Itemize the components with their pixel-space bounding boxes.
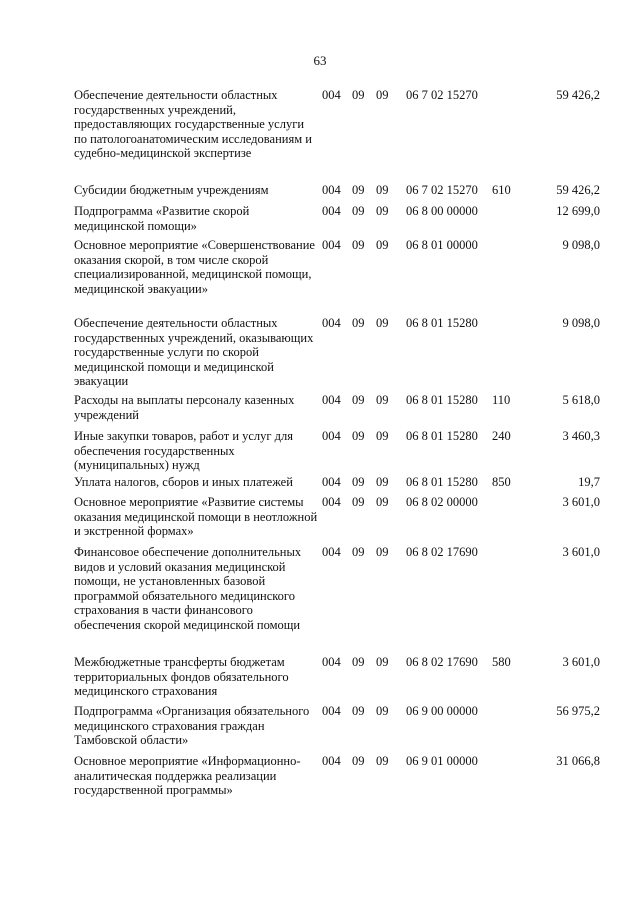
row-pr: 09 (376, 393, 389, 407)
row-glavn: 004 (322, 495, 341, 509)
row-sum: 12 699,0 (556, 204, 600, 218)
row-glavn: 004 (322, 429, 341, 443)
row-vr: 110 (492, 393, 511, 407)
table-row (74, 316, 609, 389)
row-csr: 06 8 02 00000 (406, 495, 478, 509)
row-pr: 09 (376, 183, 389, 197)
row-sum: 31 066,8 (556, 754, 600, 768)
row-csr: 06 8 01 15280 (406, 429, 478, 443)
row-rz: 09 (352, 475, 365, 489)
table-row (74, 495, 609, 539)
table-row (74, 393, 609, 422)
row-name: Подпрограмма «Развитие скорой медицинской помощи» (74, 204, 250, 233)
row-csr: 06 9 00 00000 (406, 704, 478, 718)
row-sum: 3 601,0 (562, 495, 600, 509)
row-pr: 09 (376, 704, 389, 718)
row-pr: 09 (376, 655, 389, 669)
row-glavn: 004 (322, 88, 341, 102)
row-csr: 06 8 02 17690 (406, 545, 478, 559)
row-name: Иные закупки товаров, работ и услуг для обеспечения государственных (муниципальных) нужд (74, 429, 294, 472)
row-sum: 19,7 (578, 475, 600, 489)
row-pr: 09 (376, 204, 389, 218)
row-sum: 9 098,0 (562, 238, 600, 252)
row-vr: 580 (492, 655, 511, 669)
row-glavn: 004 (322, 183, 341, 197)
page-number: 63 (313, 53, 327, 68)
row-rz: 09 (352, 393, 365, 407)
row-pr: 09 (376, 754, 389, 768)
row-csr: 06 7 02 15270 (406, 183, 478, 197)
table-row (74, 655, 609, 699)
table-row (74, 704, 609, 748)
table-row (74, 545, 609, 632)
row-name: Уплата налогов, сборов и иных платежей (74, 475, 293, 489)
table-row (74, 475, 609, 490)
row-vr: 850 (492, 475, 511, 489)
row-pr: 09 (376, 238, 389, 252)
row-name: Обеспечение деятельности областных государственных учреждений, предоставляющих государственные услуги по патологоанатомическим исследованиям и судебно-медицинской экспертизе (74, 88, 312, 160)
row-rz: 09 (352, 754, 365, 768)
row-csr: 06 7 02 15270 (406, 88, 478, 102)
row-csr: 06 8 01 00000 (406, 238, 478, 252)
table-row (74, 88, 609, 161)
row-rz: 09 (352, 545, 365, 559)
row-glavn: 004 (322, 316, 341, 330)
row-glavn: 004 (322, 204, 341, 218)
table-row (74, 429, 609, 473)
row-rz: 09 (352, 238, 365, 252)
row-sum: 3 601,0 (562, 545, 600, 559)
row-glavn: 004 (322, 545, 341, 559)
row-name: Основное мероприятие «Совершенствование оказания скорой, в том числе скорой специализированной, медицинской помощи, медицинской эвакуации» (74, 238, 315, 296)
row-pr: 09 (376, 316, 389, 330)
row-sum: 56 975,2 (556, 704, 600, 718)
row-pr: 09 (376, 88, 389, 102)
row-csr: 06 9 01 00000 (406, 754, 478, 768)
row-csr: 06 8 01 15280 (406, 316, 478, 330)
table-row (74, 238, 609, 296)
row-sum: 3 460,3 (562, 429, 600, 443)
row-rz: 09 (352, 429, 365, 443)
row-csr: 06 8 02 17690 (406, 655, 478, 669)
row-name: Субсидии бюджетным учреждениям (74, 183, 269, 197)
row-name: Расходы на выплаты персоналу казенных учреждений (74, 393, 295, 422)
row-name: Межбюджетные трансферты бюджетам территориальных фондов обязательного медицинского страхования (74, 655, 289, 698)
row-sum: 59 426,2 (556, 88, 600, 102)
table-row (74, 204, 609, 233)
row-rz: 09 (352, 655, 365, 669)
row-name: Финансовое обеспечение дополнительных видов и условий оказания медицинской помощи, не установленных базовой программой обязательного медицинского страхования в части финансового обеспечения скорой медицинской помощи (74, 545, 302, 632)
row-csr: 06 8 01 15280 (406, 393, 478, 407)
row-pr: 09 (376, 545, 389, 559)
row-glavn: 004 (322, 475, 341, 489)
row-rz: 09 (352, 704, 365, 718)
table-row (74, 183, 609, 198)
row-rz: 09 (352, 316, 365, 330)
row-rz: 09 (352, 88, 365, 102)
row-pr: 09 (376, 429, 389, 443)
row-glavn: 004 (322, 754, 341, 768)
row-glavn: 004 (322, 704, 341, 718)
row-name: Обеспечение деятельности областных государственных учреждений, оказывающих государственные услуги по скорой медицинской помощи и медицинской эвакуации (74, 316, 314, 388)
row-csr: 06 8 00 00000 (406, 204, 478, 218)
row-vr: 610 (492, 183, 511, 197)
row-sum: 3 601,0 (562, 655, 600, 669)
row-glavn: 004 (322, 655, 341, 669)
row-name: Подпрограмма «Организация обязательного медицинского страхования граждан Тамбовской области» (74, 704, 310, 747)
row-sum: 5 618,0 (562, 393, 600, 407)
row-sum: 59 426,2 (556, 183, 600, 197)
row-pr: 09 (376, 495, 389, 509)
row-rz: 09 (352, 495, 365, 509)
row-rz: 09 (352, 204, 365, 218)
row-sum: 9 098,0 (562, 316, 600, 330)
row-glavn: 004 (322, 238, 341, 252)
row-vr: 240 (492, 429, 511, 443)
row-rz: 09 (352, 183, 365, 197)
row-pr: 09 (376, 475, 389, 489)
row-name: Основное мероприятие «Развитие системы оказания медицинской помощи в неотложной и экстренной формах» (74, 495, 318, 538)
row-csr: 06 8 01 15280 (406, 475, 478, 489)
row-glavn: 004 (322, 393, 341, 407)
row-name: Основное мероприятие «Информационно-аналитическая поддержка реализации государственной программы» (74, 754, 301, 797)
table-row (74, 754, 609, 798)
